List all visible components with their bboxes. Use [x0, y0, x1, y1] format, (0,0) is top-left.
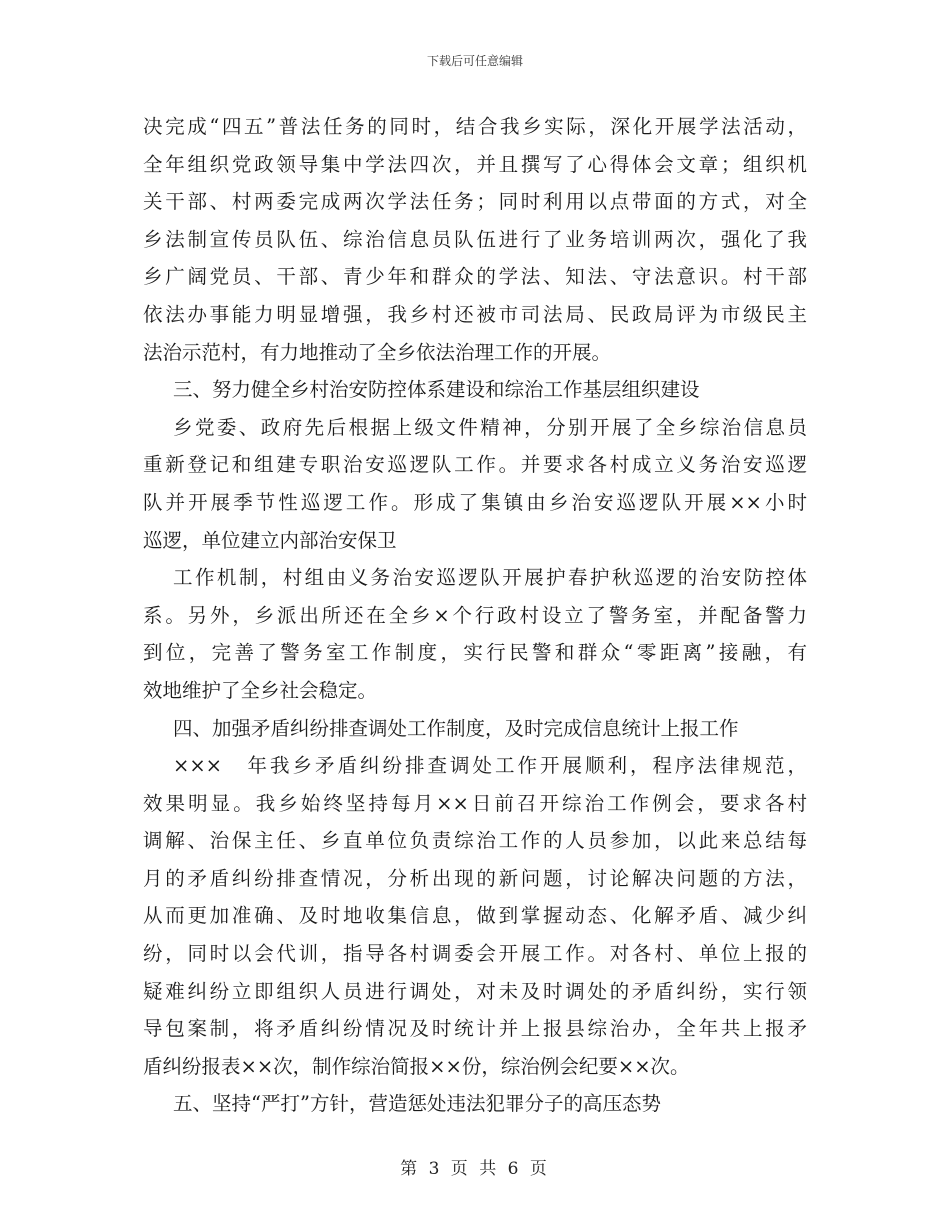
text-line: 效果明显。我乡始终坚持每月××日前召开综治工作例会，要求各村 [143, 791, 807, 815]
text-line: 乡广阔党员、干部、青少年和群众的学法、知法、守法意识。村干部 [143, 265, 807, 289]
text-line: 重新登记和组建专职治安巡逻队工作。并要求各村成立义务治安巡逻 [143, 453, 807, 477]
text-line: 依法办事能力明显增强，我乡村还被市司法局、民政局评为市级民主 [143, 302, 807, 326]
text-line: 乡法制宣传员队伍、综治信息员队伍进行了业务培训两次，强化了我 [143, 227, 807, 251]
text-line: 全年组织党政领导集中学法四次，并且撰写了心得体会文章；组织机 [143, 152, 807, 176]
text-line: 关干部、村两委完成两次学法任务；同时利用以点带面的方式，对全 [143, 190, 807, 214]
text-line: 巡逻，单位建立内部治安保卫 [143, 528, 397, 552]
text-line: 队并开展季节性巡逻工作。形成了集镇由乡治安巡逻队开展××小时 [143, 490, 807, 514]
text-line: 调解、治保主任、乡直单位负责综治工作的人员参加，以此来总结每 [143, 829, 807, 853]
page-header-note: 下载后可任意编辑 [426, 54, 523, 68]
text-line: 从而更加准确、及时地收集信息，做到掌握动态、化解矛盾、减少纠 [143, 904, 807, 928]
text-line: 工作机制，村组由义务治安巡逻队开展护春护秋巡逻的治安防控体 [173, 566, 807, 590]
text-line: 纷，同时以会代训，指导各村调委会开展工作。对各村、单位上报的 [143, 942, 807, 966]
text-line: 到位，完善了警务室工作制度，实行民警和群众“零距离”接融，有 [143, 641, 807, 665]
section-heading-4: 四、加强矛盾纠纷排查调处工作制度，及时完成信息统计上报工作 [173, 716, 739, 740]
text-line: ××× 年我乡矛盾纠纷排查调处工作开展顺利，程序法律规范， [173, 754, 807, 778]
text-line: 导包案制，将矛盾纠纷情况及时统计并上报县综治办，全年共上报矛 [143, 1017, 807, 1041]
text-line: 疑难纠纷立即组织人员进行调处，对未及时调处的矛盾纠纷，实行领 [143, 979, 807, 1003]
section-heading-5: 五、坚持“严打”方针，营造惩处违法犯罪分子的高压态势 [173, 1092, 661, 1116]
text-line: 月的矛盾纠纷排查情况，分析出现的新问题，讨论解决问题的方法， [143, 866, 807, 890]
text-line: 盾纠纷报表××次，制作综治简报××份，综治例会纪要××次。 [143, 1054, 690, 1078]
document-body [143, 108, 807, 1123]
text-line: 法治示范村，有力地推动了全乡依法治理工作的开展。 [143, 340, 612, 364]
text-line: 乡党委、政府先后根据上级文件精神，分别开展了全乡综治信息员 [173, 415, 807, 439]
text-line: 效地维护了全乡社会稳定。 [143, 678, 378, 702]
page-number: 第 3 页 共 6 页 [400, 1159, 550, 1179]
text-line: 系。另外，乡派出所还在全乡×个行政村设立了警务室，并配备警力 [143, 603, 807, 627]
section-heading-3: 三、努力健全乡村治安防控体系建设和综治工作基层组织建设 [173, 378, 700, 402]
text-line: 决完成“四五”普法任务的同时，结合我乡实际，深化开展学法活动， [143, 115, 807, 138]
